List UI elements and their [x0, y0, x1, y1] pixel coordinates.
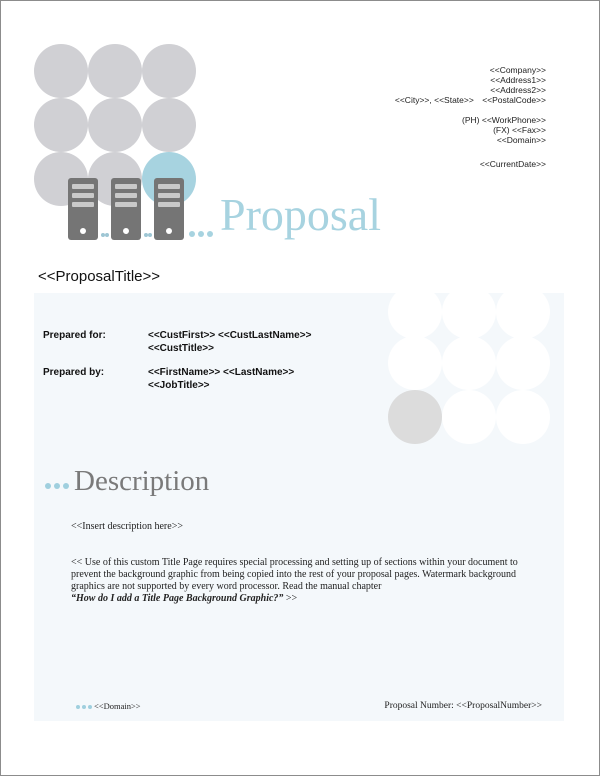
- domain-field: <<Domain>>: [496, 135, 546, 145]
- customer-title-field: <<CustTitle>>: [148, 343, 214, 354]
- description-heading: Description: [74, 465, 210, 497]
- postal-code-field: <<PostalCode>>: [482, 95, 546, 105]
- panel-circle: [442, 293, 496, 339]
- proposal-number: Proposal Number: <<ProposalNumber>>: [384, 701, 542, 711]
- customer-name-field: <<CustFirst>> <<CustLastName>>: [148, 330, 312, 341]
- footer-dot: [82, 705, 86, 709]
- address1-field: <<Address1>>: [490, 75, 546, 85]
- footer-domain: <<Domain>>: [94, 701, 141, 711]
- server-icon: [68, 178, 98, 240]
- panel-circle: [496, 390, 550, 444]
- panel-circle: [388, 293, 442, 339]
- heading-dot: [63, 483, 69, 489]
- preparer-name-field: <<FirstName>> <<LastName>>: [148, 367, 295, 378]
- work-phone-field: (PH) <<WorkPhone>>: [462, 115, 546, 125]
- panel-circle: [442, 390, 496, 444]
- connector-dot: [105, 233, 109, 237]
- heading-dot: [54, 483, 60, 489]
- connector-dot: [148, 233, 152, 237]
- fax-field: (FX) <<Fax>>: [493, 125, 546, 135]
- prepared-for-label: Prepared for:: [43, 330, 106, 341]
- heading-dot: [45, 483, 51, 489]
- city-field: <<City>>,: [394, 95, 432, 105]
- panel-circle-grey: [388, 390, 442, 444]
- manual-chapter-title: “How do I add a Title Page Background Graphic?”: [71, 593, 284, 604]
- footer-dot: [76, 705, 80, 709]
- panel-circle: [388, 336, 442, 390]
- prepared-by-label: Prepared by:: [43, 367, 105, 378]
- proposal-title: <<ProposalTitle>>: [38, 268, 161, 285]
- trail-dot: [189, 231, 195, 237]
- header-circle: [34, 98, 88, 152]
- header-circle: [88, 98, 142, 152]
- company-field: <<Company>>: [489, 65, 546, 75]
- content-panel: [34, 293, 564, 721]
- state-field: <<State>>: [434, 95, 474, 105]
- panel-circle: [496, 293, 550, 339]
- current-date-field: <<CurrentDate>>: [479, 159, 546, 169]
- header-circle: [34, 44, 88, 98]
- header-circle: [88, 44, 142, 98]
- header-circle: [142, 98, 196, 152]
- preparer-title-field: <<JobTitle>>: [148, 380, 210, 391]
- template-instructions: [71, 557, 531, 605]
- panel-circle: [442, 336, 496, 390]
- trail-dot: [207, 231, 213, 237]
- address2-field: <<Address2>>: [490, 85, 546, 95]
- panel-circle: [496, 336, 550, 390]
- description-placeholder: <<Insert description here>>: [71, 521, 183, 532]
- footer-dot: [88, 705, 92, 709]
- trail-dot: [198, 231, 204, 237]
- server-icon: [154, 178, 184, 240]
- server-icon: [111, 178, 141, 240]
- instructions-end: >>: [283, 593, 298, 604]
- instructions-text: << Use of this custom Title Page requires special processing and setting up of sections within your document to prevent the background graphic from being copied into the rest of your proposal pages. Watermark background graphics are not supported by every word processor. Read the manual chapter: [71, 557, 518, 592]
- city-state-zip-line: [395, 96, 546, 105]
- proposal-logo-word: Proposal: [220, 189, 381, 240]
- header-circle: [142, 44, 196, 98]
